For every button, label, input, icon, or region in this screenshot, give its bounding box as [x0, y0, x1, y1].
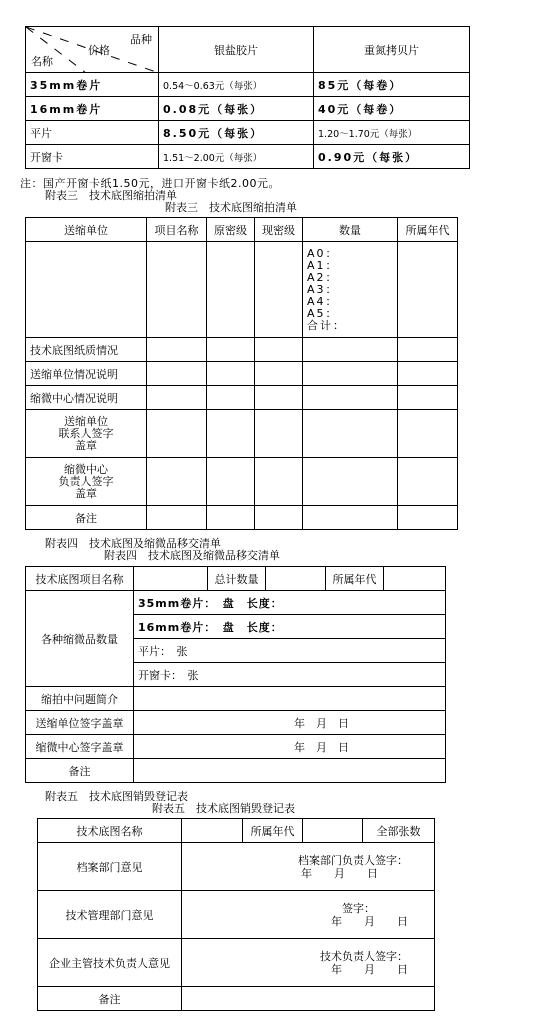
row-label: 技术底图纸质情况 [26, 338, 147, 362]
row-silver-price: 8.50元（每张） [159, 121, 314, 145]
row-label: 备注 [26, 506, 147, 530]
micro-qty-label: 各种缩微品数量 [26, 591, 134, 687]
col-current-secrecy: 现密级 [255, 218, 303, 242]
row-diazo-price: 0.90元（每张） [314, 145, 470, 169]
sender-date: 年 月 日 [134, 711, 446, 735]
row-name: 35mm卷片 [26, 73, 159, 97]
row-label: 缩微中心 负责人签字 盖章 [26, 458, 147, 506]
row-diazo-price: 85元（每卷） [314, 73, 470, 97]
table-row [26, 338, 458, 362]
transfer-list-table [25, 566, 446, 783]
header-name: 名称 [31, 55, 53, 68]
row-name: 开窗卡 [26, 145, 159, 169]
appendix4-title: 附表四 技术底图及缩微品移交清单 [104, 549, 280, 562]
row-name: 16mm卷片 [26, 97, 159, 121]
table-row [26, 458, 458, 506]
diagonal-header-cell [26, 27, 159, 73]
era-label: 所属年代 [243, 819, 303, 843]
row-silver-price: 0.08元（每张） [159, 97, 314, 121]
shrink-list-table [25, 217, 458, 530]
table-row [26, 506, 458, 530]
header-silver-film: 银盐胶片 [159, 27, 314, 73]
table-row [26, 362, 458, 386]
header-price: 价格 [88, 44, 110, 57]
drawing-name-label: 技术底图名称 [38, 819, 182, 843]
table-row [26, 410, 458, 458]
row-silver-price: 1.51～2.00元（每张） [159, 145, 314, 169]
appendix5-label: 附表五 技术底图销毁登记表 [45, 790, 188, 803]
row-diazo-price: 40元（每卷） [314, 97, 470, 121]
sender-sign-label: 送缩单位签字盖章 [26, 711, 134, 735]
appendix5-title: 附表五 技术底图销毁登记表 [152, 802, 295, 815]
chief-opinion-label: 企业主管技术负责人意见 [38, 939, 182, 987]
item-16mm: 16mm卷片： 盘 长度： [134, 615, 446, 639]
tech-opinion-label: 技术管理部门意见 [38, 891, 182, 939]
appendix4-label: 附表四 技术底图及缩微品移交清单 [45, 537, 221, 550]
chief-sign-cell [182, 939, 435, 987]
total-qty-label: 总计数量 [208, 567, 266, 591]
archive-opinion-label: 档案部门意见 [38, 843, 182, 891]
price-note: 注：国产开窗卡纸1.50元，进口开窗卡纸2.00元。 [20, 177, 280, 190]
total-sheets-label: 全部张数 [363, 819, 435, 843]
header-diazo-film: 重氮拷贝片 [314, 27, 470, 73]
col-original-secrecy: 原密级 [207, 218, 255, 242]
col-sender-unit: 送缩单位 [26, 218, 147, 242]
chief-sign-label: 技术负责人签字： [320, 949, 408, 963]
header-variety: 品种 [130, 33, 152, 46]
col-project-name: 项目名称 [147, 218, 207, 242]
tech-sign-cell [182, 891, 435, 939]
table-row [26, 145, 470, 169]
item-aperture-card: 开窗卡： 张 [134, 663, 446, 687]
price-table [25, 26, 470, 169]
row-label: 送缩单位情况说明 [26, 362, 147, 386]
problems-label: 缩拍中问题简介 [26, 687, 134, 711]
archive-date: 年 月 日 [301, 866, 378, 880]
table-row [26, 73, 470, 97]
row-diazo-price: 1.20～1.70元（每张） [314, 121, 470, 145]
quantity-list: A0： A1： A2： A3： A4： A5： 合计： [303, 242, 398, 338]
center-date: 年 月 日 [134, 735, 446, 759]
archive-sign-cell [182, 843, 435, 891]
item-flat: 平片： 张 [134, 639, 446, 663]
table-row [26, 386, 458, 410]
item-35mm: 35mm卷片： 盘 长度： [134, 591, 446, 615]
tech-sign-label: 签字： [342, 901, 375, 915]
chief-date: 年 月 日 [331, 962, 408, 976]
destruction-register-table [37, 818, 435, 1011]
project-name-label: 技术底图项目名称 [26, 567, 134, 591]
col-era: 所属年代 [398, 218, 458, 242]
row-label: 缩微中心情况说明 [26, 386, 147, 410]
archive-sign-label: 档案部门负责人签字： [298, 853, 408, 867]
center-sign-label: 缩微中心签字盖章 [26, 735, 134, 759]
appendix3-title: 附表三 技术底图缩拍清单 [165, 201, 297, 214]
col-quantity: 数量 [303, 218, 398, 242]
table-row [26, 121, 470, 145]
row-name: 平片 [26, 121, 159, 145]
era-label: 所属年代 [326, 567, 384, 591]
remark-label: 备注 [38, 987, 182, 1011]
row-label: 送缩单位 联系人签字 盖章 [26, 410, 147, 458]
appendix3-label: 附表三 技术底图缩拍清单 [45, 189, 177, 202]
tech-date: 年 月 日 [331, 914, 408, 928]
table-row [26, 97, 470, 121]
remark-label: 备注 [26, 759, 134, 783]
row-silver-price: 0.54～0.63元（每张） [159, 73, 314, 97]
